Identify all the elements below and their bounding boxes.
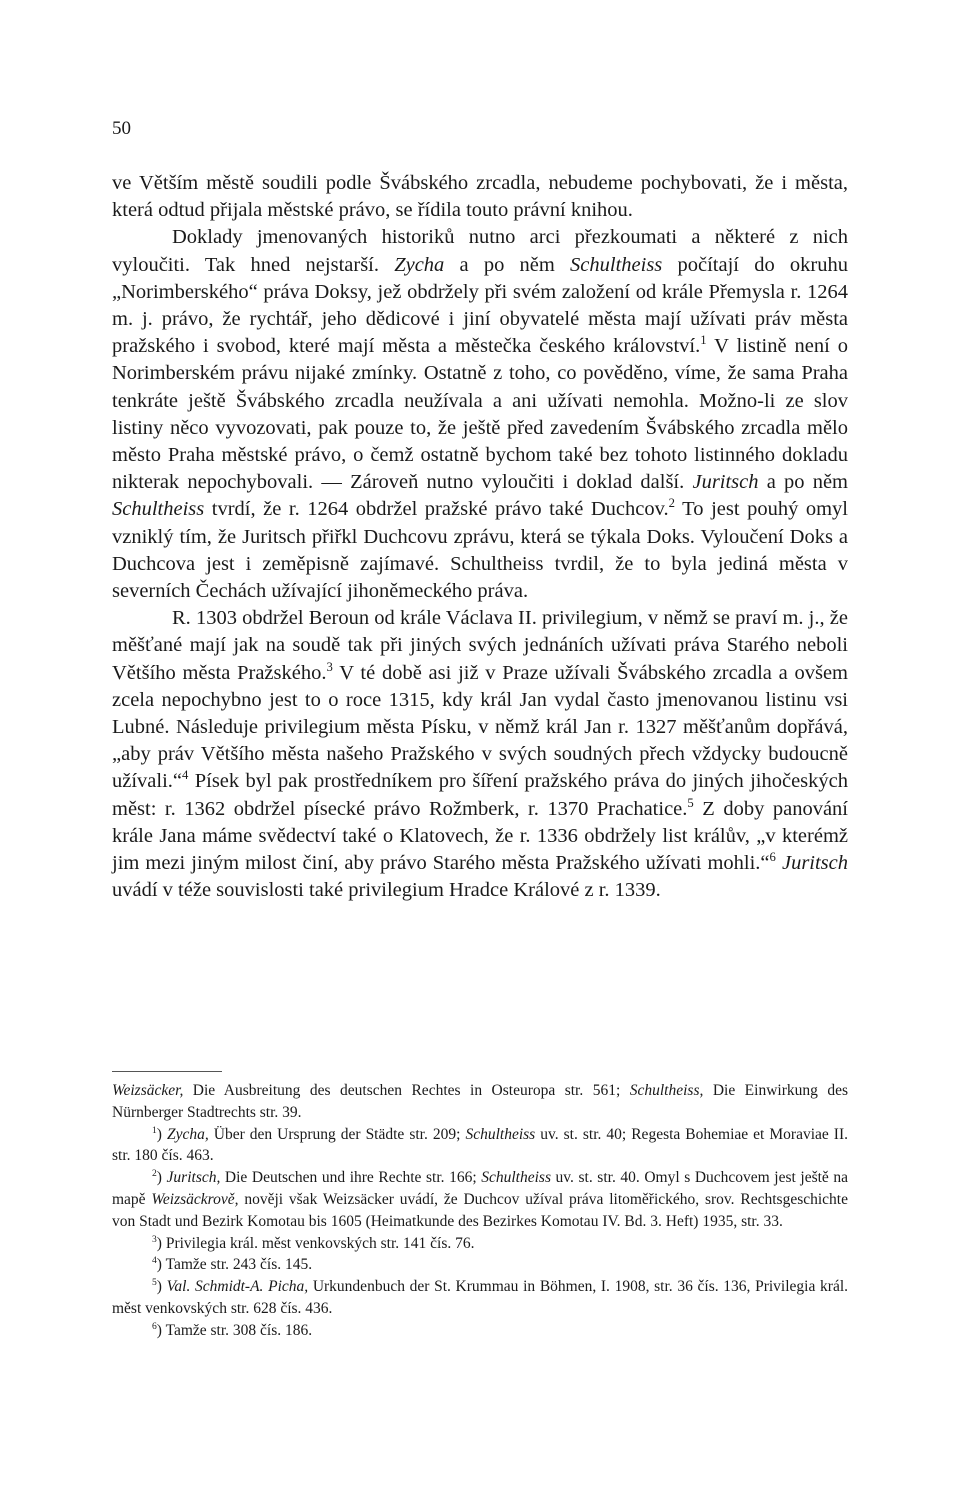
text: V listině není o Norimberském právu nijaké zmínky. Ostatně z toho, co pověděno, víme, že sama Praha tenkráte ještě Švábského zrcadla neužívala a ani užívati nemohla. Možno-li ze slov listiny něco vyvozovati, pak pouze to, že ještě před zavedením Švábského zrcadla mělo město Praha městské právo, o čemž ostatně bychom také bez tohoto listinného dokladu nikterak nepochybovali. — Zároveň nutno vyloučiti i doklad další. xyxy=(112,335,849,494)
text: a po něm xyxy=(758,471,848,494)
text: Die Deutschen und ihre Rechte str. 166; xyxy=(220,1169,482,1187)
author-name: Schultheiss xyxy=(481,1169,551,1187)
author-name: Weizsäcker, xyxy=(112,1082,184,1099)
text: a po něm xyxy=(444,253,571,276)
author-name: Schultheiss xyxy=(465,1125,536,1143)
text: Písek byl pak prostředníkem pro šíření pražského práva do jiných jihočeských měst: r. 1362 obdržel písecké právo Rožmberk, r. 1370 Prachatice. xyxy=(112,770,848,820)
footnote-marker: 6 xyxy=(152,1320,157,1332)
footnote-marker: 3 xyxy=(152,1233,157,1245)
footnote-marker: 4 xyxy=(152,1255,157,1267)
footnote: $^6$) Tamže str. 308 čís. 186. xyxy=(152,1320,313,1339)
text: Privilegia král. měst venkovských str. 141 čís. 76. xyxy=(165,1234,475,1252)
author-name: Juritsch xyxy=(781,852,849,875)
footnote-separator xyxy=(112,1071,222,1072)
author-name: Zycha xyxy=(394,253,445,276)
footnote-marker: 2 xyxy=(152,1168,157,1180)
text: nověji však Weizsäcker uvádí, že Duchcov užíval práva litoměřického, srov. Rechtsgeschichte von Stadt und Bezirk Komotau bis 1605 (Heimatkunde des Bezirkes Komotau IV. Bd. 3. Heft) 1935, str. 33. xyxy=(112,1190,848,1230)
text: uv. st. str. 40; Regesta Bohemiae et Moraviae II. str. 180 čís. 463. xyxy=(112,1125,848,1165)
author-name: Juritsch, xyxy=(166,1169,221,1187)
author-name: Schultheiss xyxy=(570,253,663,276)
author-name: Juritsch xyxy=(692,471,759,494)
author-name: Schultheiss xyxy=(112,498,205,521)
text: Tamže str. 308 čís. 186. xyxy=(165,1321,313,1339)
footnote-ref: 4 xyxy=(182,768,189,783)
text: počítají do okruhu „Norimberského“ práva Doksy, jež obdržely při svém založení od krále Přemysla r. 1264 m. j. právo, že rychtář, jeho dědicové i jiní obyvatelé města mají užívati práv města pražského i svobod, které mají města a městečka českého království. xyxy=(112,253,848,358)
text: Urkundenbuch der St. Krummau in Böhmen, I. 1908, str. 36 čís. 136, Privilegia král. měst venkovských str. 628 čís. 436. xyxy=(112,1278,849,1317)
footnote: $^3$) Privilegia král. měst venkovských str. 141 čís. 76. xyxy=(152,1233,475,1252)
text: To jest pouhý omyl vzniklý tím, že Juritsch přiřkl Duchcovu zprávu, která se týkala Doks. Vyloučení Doks a Duchcova jest i zeměpisně zajímavé. Schultheiss tvrdil, že to byla jediná města v severních Čechách užívající jihoněmeckého práva. xyxy=(112,498,848,603)
footnote-ref: 1 xyxy=(700,333,707,348)
author-name: Weizsäckrově, xyxy=(151,1190,239,1208)
author-name: Zycha, xyxy=(166,1125,209,1143)
footnote: $^2$) Juritsch, Die Deutschen und ihre Rechte str. 166; Schultheiss uv. st. str. 40. Omyl s Duchcovem jest ještě na mapě Weizsäckrově, nověji však Weizsäcker uvádí, že Duchcov užíval práva litoměřického, srov. Rechtsgeschichte von Stadt und Bezirk Komotau bis 1605 (Heimatkunde des Bezirkes Komotau IV. Bd. 3. Heft) 1935, str. 33. xyxy=(112,1168,849,1230)
author-name: Val. Schmidt-A. Picha, xyxy=(166,1278,309,1296)
text: uvádí v téže souvislosti také privilegium Hradce Králové z r. 1339. xyxy=(112,879,661,902)
paragraph xyxy=(112,605,848,904)
footnote-marker: 5 xyxy=(152,1277,157,1289)
text: uv. st. str. 40. Omyl s Duchcovem jest ještě na mapě xyxy=(112,1169,849,1208)
text: Doklady jmenovaných historiků nutno arci přezkoumati a některé z nich vyloučiti. Tak hned nejstarší. xyxy=(112,226,848,276)
author-name: Schultheiss, xyxy=(629,1082,704,1099)
text: Tamže str. 243 čís. 145. xyxy=(165,1256,313,1274)
text: V té době asi již v Praze užívali Švábského zrcadla a ovšem zcela nepochybno jest to o roce 1315, kdy král Jan vydal často jmenovanou listinu vsi Lubné. Následuje privilegium města Písku, v němž král Jan r. 1327 měšťanům dopřává, „aby práv Většího města našeho Pražského v svých soudných přech vždycky budoucně užívali.“ xyxy=(112,661,848,793)
footnote: $^1$) Zycha, Über den Ursprung der Städte str. 209; Schultheiss uv. st. str. 40; Regesta Bohemiae et Moraviae II. str. 180 čís. 463. xyxy=(112,1124,848,1165)
text: R. 1303 obdržel Beroun od krále Václava II. privilegium, v němž se praví m. j., že měšťané mají jak na soudě tak při jiných svých jednáních užívati práva Starého neboli Většího města Pražského. xyxy=(112,607,848,684)
paragraph xyxy=(112,170,848,224)
footnote: $^5$) Val. Schmidt-A. Picha, Urkundenbuch der St. Krummau in Böhmen, I. 1908, str. 36 čís. 136, Privilegia král. měst venkovských str. 628 čís. 436. xyxy=(112,1277,849,1317)
text: Z doby panování krále Jana máme svědectví také o Klatovech, že r. 1336 obdržely list králův, „v kterémž jim mezi jiným milost činí, aby právo Starého města Pražského užívati mohli.“ xyxy=(112,797,848,875)
text: ve Větším městě soudili podle Švábského zrcadla, nebudeme pochybovati, že i města, která odtud přijala městské právo, se řídila touto právní knihou. xyxy=(112,172,848,222)
footnote-ref: 6 xyxy=(769,850,776,865)
footnote-ref: 2 xyxy=(668,496,676,511)
footnote-marker: 1 xyxy=(152,1124,157,1136)
footnote-ref: 3 xyxy=(326,659,333,674)
page-number: 50 xyxy=(112,118,131,139)
paragraph xyxy=(112,224,848,605)
footnote: $^4$) Tamže str. 243 čís. 145. xyxy=(152,1255,313,1274)
body-text xyxy=(112,170,848,904)
text: tvrdí, že r. 1264 obdržel pražské právo také Duchcov. xyxy=(204,498,669,521)
footnote-ref: 5 xyxy=(687,795,694,810)
footnotes xyxy=(112,1080,848,1342)
text: Die Ausbreitung des deutschen Rechtes in Osteuropa str. 561; xyxy=(183,1082,630,1099)
text: Über den Ursprung der Städte str. 209; xyxy=(208,1125,466,1143)
footnote xyxy=(112,1080,848,1124)
text: Die Einwirkung des Nürnberger Stadtrechts str. 39. xyxy=(112,1082,848,1121)
